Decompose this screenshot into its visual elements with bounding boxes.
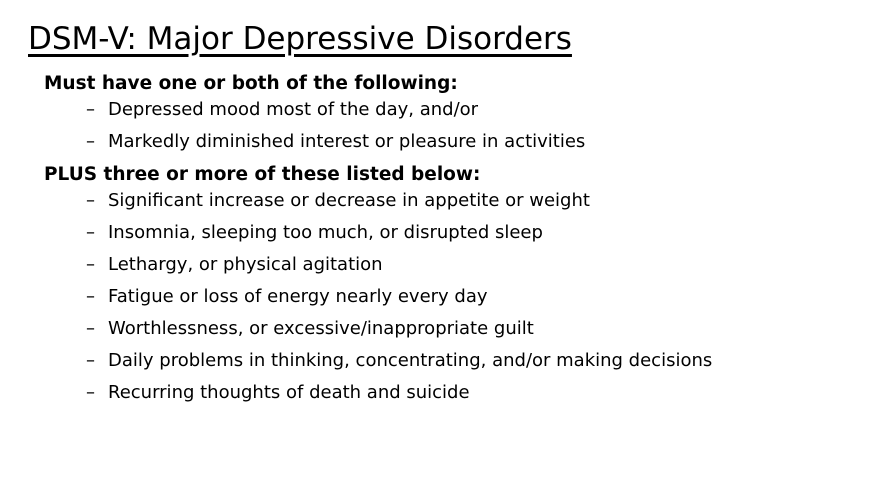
bullet-dash-icon: – bbox=[86, 286, 95, 308]
bullet-dash-icon: – bbox=[86, 381, 95, 403]
list-item bbox=[86, 318, 808, 340]
list-item-text: Recurring thoughts of death and suicide bbox=[108, 381, 470, 403]
list-item bbox=[86, 99, 808, 121]
bullet-dash-icon: – bbox=[86, 318, 95, 340]
bullet-dash-icon: – bbox=[86, 350, 95, 372]
page-title: DSM-V: Major Depressive Disorders bbox=[28, 21, 572, 57]
bullet-dash-icon: – bbox=[86, 190, 95, 212]
slide-body bbox=[28, 72, 852, 404]
list-item-text: Markedly diminished interest or pleasure in activities bbox=[108, 131, 586, 153]
list-item bbox=[86, 350, 808, 372]
list-item bbox=[86, 131, 808, 153]
list-item-text: Daily problems in thinking, concentrating, and/or making decisions bbox=[108, 350, 713, 372]
bullet-dash-icon: – bbox=[86, 99, 95, 121]
list-item bbox=[86, 190, 808, 212]
section-list-2 bbox=[44, 190, 852, 404]
section-heading-2: PLUS three or more of these listed below: bbox=[44, 164, 481, 186]
list-item-text: Fatigue or loss of energy nearly every day bbox=[108, 286, 488, 308]
list-item bbox=[86, 222, 808, 244]
bullet-dash-icon: – bbox=[86, 222, 95, 244]
list-item-text: Worthlessness, or excessive/inappropriate guilt bbox=[108, 318, 534, 340]
list-item bbox=[86, 286, 808, 308]
list-item-text: Depressed mood most of the day, and/or bbox=[108, 99, 479, 121]
section-list-1 bbox=[44, 99, 852, 153]
section-heading-1: Must have one or both of the following: bbox=[44, 73, 458, 95]
list-item-text: Insomnia, sleeping too much, or disrupted sleep bbox=[108, 222, 543, 244]
bullet-dash-icon: – bbox=[86, 131, 95, 153]
bullet-dash-icon: – bbox=[86, 254, 95, 276]
list-item bbox=[86, 382, 808, 404]
list-item bbox=[86, 254, 808, 276]
list-item-text: Lethargy, or physical agitation bbox=[108, 254, 383, 276]
list-item-text: Significant increase or decrease in appetite or weight bbox=[108, 190, 590, 212]
